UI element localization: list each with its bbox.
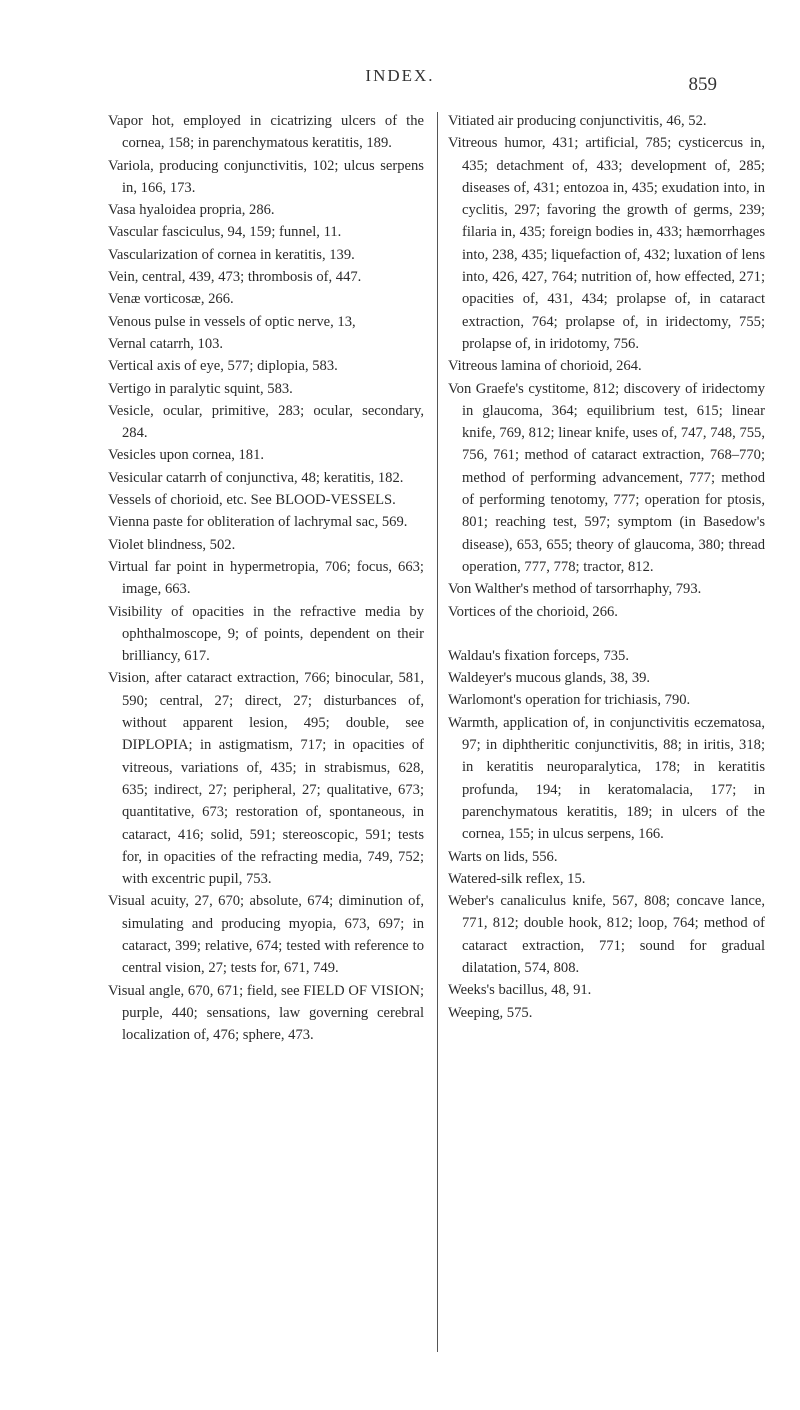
running-title: INDEX. xyxy=(365,66,435,85)
index-entry: Venous pulse in vessels of optic nerve, 13, xyxy=(108,313,356,330)
index-entry: Vapor hot, employed in cicatrizing ulcers of the cornea, 158; in parenchymatous keratitis, 189. xyxy=(108,113,424,152)
index-entry: Weber's canaliculus knife, 567, 808; concave lance, 771, 812; double hook, 812; loop, 764; method of cataract extraction, 771; sound for gradual dilatation, 574, 808. xyxy=(448,893,765,976)
index-entry: Warmth, application of, in conjunctivitis eczematosa, 97; in diphtheritic conjunctivitis, 88; in iritis, 318; in keratitis neuroparalytica, 178; in keratitis profunda, 194; in keratomalacia, 177; in parenchymatous keratitis, 189; in ulcers of the cornea, 155; in ulcus serpens, 166. xyxy=(448,714,765,843)
index-column-right xyxy=(448,110,765,1024)
index-entry: Vesicles upon cornea, 181. xyxy=(108,447,265,464)
index-entry: Waldeyer's mucous glands, 38, 39. xyxy=(448,670,651,687)
index-entry: Vortices of the chorioid, 266. xyxy=(448,603,618,620)
index-entry: Vesicular catarrh of conjunctiva, 48; keratitis, 182. xyxy=(108,469,404,486)
column-divider xyxy=(437,112,438,1352)
index-entry: Visual acuity, 27, 670; absolute, 674; diminution of, simulating and producing myopia, 673, 697; in cataract, 399; relative, 674; tested with reference to central vision, 27; tests for, 671, 749. xyxy=(108,893,424,977)
index-entry: Vienna paste for obliteration of lachrymal sac, 569. xyxy=(108,514,408,531)
index-entry: Vessels of chorioid, etc. See BLOOD-VESSELS. xyxy=(108,492,396,509)
index-entry: Vascular fasciculus, 94, 159; funnel, 11. xyxy=(108,224,342,241)
index-entry: Warlomont's operation for trichiasis, 790. xyxy=(448,692,691,709)
index-entry: Vertigo in paralytic squint, 583. xyxy=(108,380,293,397)
index-entry: Vernal catarrh, 103. xyxy=(108,335,224,352)
index-entry: Vertical axis of eye, 577; diplopia, 583. xyxy=(108,358,338,375)
index-entry: Von Graefe's cystitome, 812; discovery of iridectomy in glaucoma, 364; equilibrium test, 615; linear knife, 769, 812; linear knife, uses of, 747, 748, 755, 756, 761; method of cataract extraction, 768–770; method of performing advancement, 777; method of performing tenotomy, 777; operation for ptosis, 801; reaching test, 597; symptom (in Basedow's disease), 653, 655; theory of glaucoma, 380; thread operation, 777, 778; tractor, 812. xyxy=(448,380,765,575)
index-entry: Vasa hyaloidea propria, 286. xyxy=(108,202,275,219)
index-entry: Vitreous lamina of chorioid, 264. xyxy=(448,358,642,375)
index-entry: Vitreous humor, 431; artificial, 785; cysticercus in, 435; detachment of, 433; development of, 285; diseases of, 431; entozoa in, 435; exudation into, in cyclitis, 297; favoring the growth of germs, 239; filaria in, 435; foreign bodies in, 433; hæmorrhages into, 238, 435; liquefaction of, 432; luxation of lens into, 426, 427, 764; nutrition of, how effected, 271; opacities of, 431, 434; prolapse of, in cataract extraction, 764; prolapse of, in iridectomy, 755; prolapse of, in iridotomy, 756. xyxy=(448,135,765,352)
index-entry: Weeks's bacillus, 48, 91. xyxy=(448,982,592,999)
index-entry: Von Walther's method of tarsorrhaphy, 793. xyxy=(448,581,702,598)
page-header xyxy=(0,66,800,96)
index-entry: Visibility of opacities in the refractive media by ophthalmoscope, 9; of points, dependent on their brilliancy, 617. xyxy=(108,603,424,665)
index-entry: Vitiated air producing conjunctivitis, 46, 52. xyxy=(448,113,707,129)
index-entry: Vein, central, 439, 473; thrombosis of, 447. xyxy=(108,269,362,286)
index-column-left xyxy=(108,110,424,1046)
index-entry: Waldau's fixation forceps, 735. xyxy=(448,647,629,664)
index-entry: Virtual far point in hypermetropia, 706; focus, 663; image, 663. xyxy=(108,558,424,598)
index-entry: Watered-silk reflex, 15. xyxy=(448,870,586,887)
index-entry: Variola, producing conjunctivitis, 102; ulcus serpens in, 166, 173. xyxy=(108,157,424,196)
index-entry: Warts on lids, 556. xyxy=(448,848,558,865)
page-number: 859 xyxy=(688,74,717,95)
index-entry: Vesicle, ocular, primitive, 283; ocular, secondary, 284. xyxy=(108,402,424,442)
index-entry: Venæ vorticosæ, 266. xyxy=(108,291,234,308)
index-entry: Vascularization of cornea in keratitis, 139. xyxy=(108,246,355,263)
index-entry: Vision, after cataract extraction, 766; binocular, 581, 590; central, 27; direct, 27; disturbances of, without apparent lesion, 495; double, see DIPLOPIA; in astigmatism, 717; in opacities of vitreous, variations of, 435; in strabismus, 628, 635; indirect, 27; peripheral, 27; qualitative, 673; quantitative, 673; restoration of, spontaneous, in cataract, 416; solid, 591; stereoscopic, 591; tests for, in opacities of the refracting media, 749, 752; with excentric pupil, 753. xyxy=(108,670,424,888)
index-entry: Violet blindness, 502. xyxy=(108,536,236,553)
index-entry: Weeping, 575. xyxy=(448,1004,533,1021)
index-entry: Visual angle, 670, 671; field, see FIELD OF VISION; purple, 440; sensations, law governing cerebral localization of, 476; sphere, 473. xyxy=(108,982,424,1044)
